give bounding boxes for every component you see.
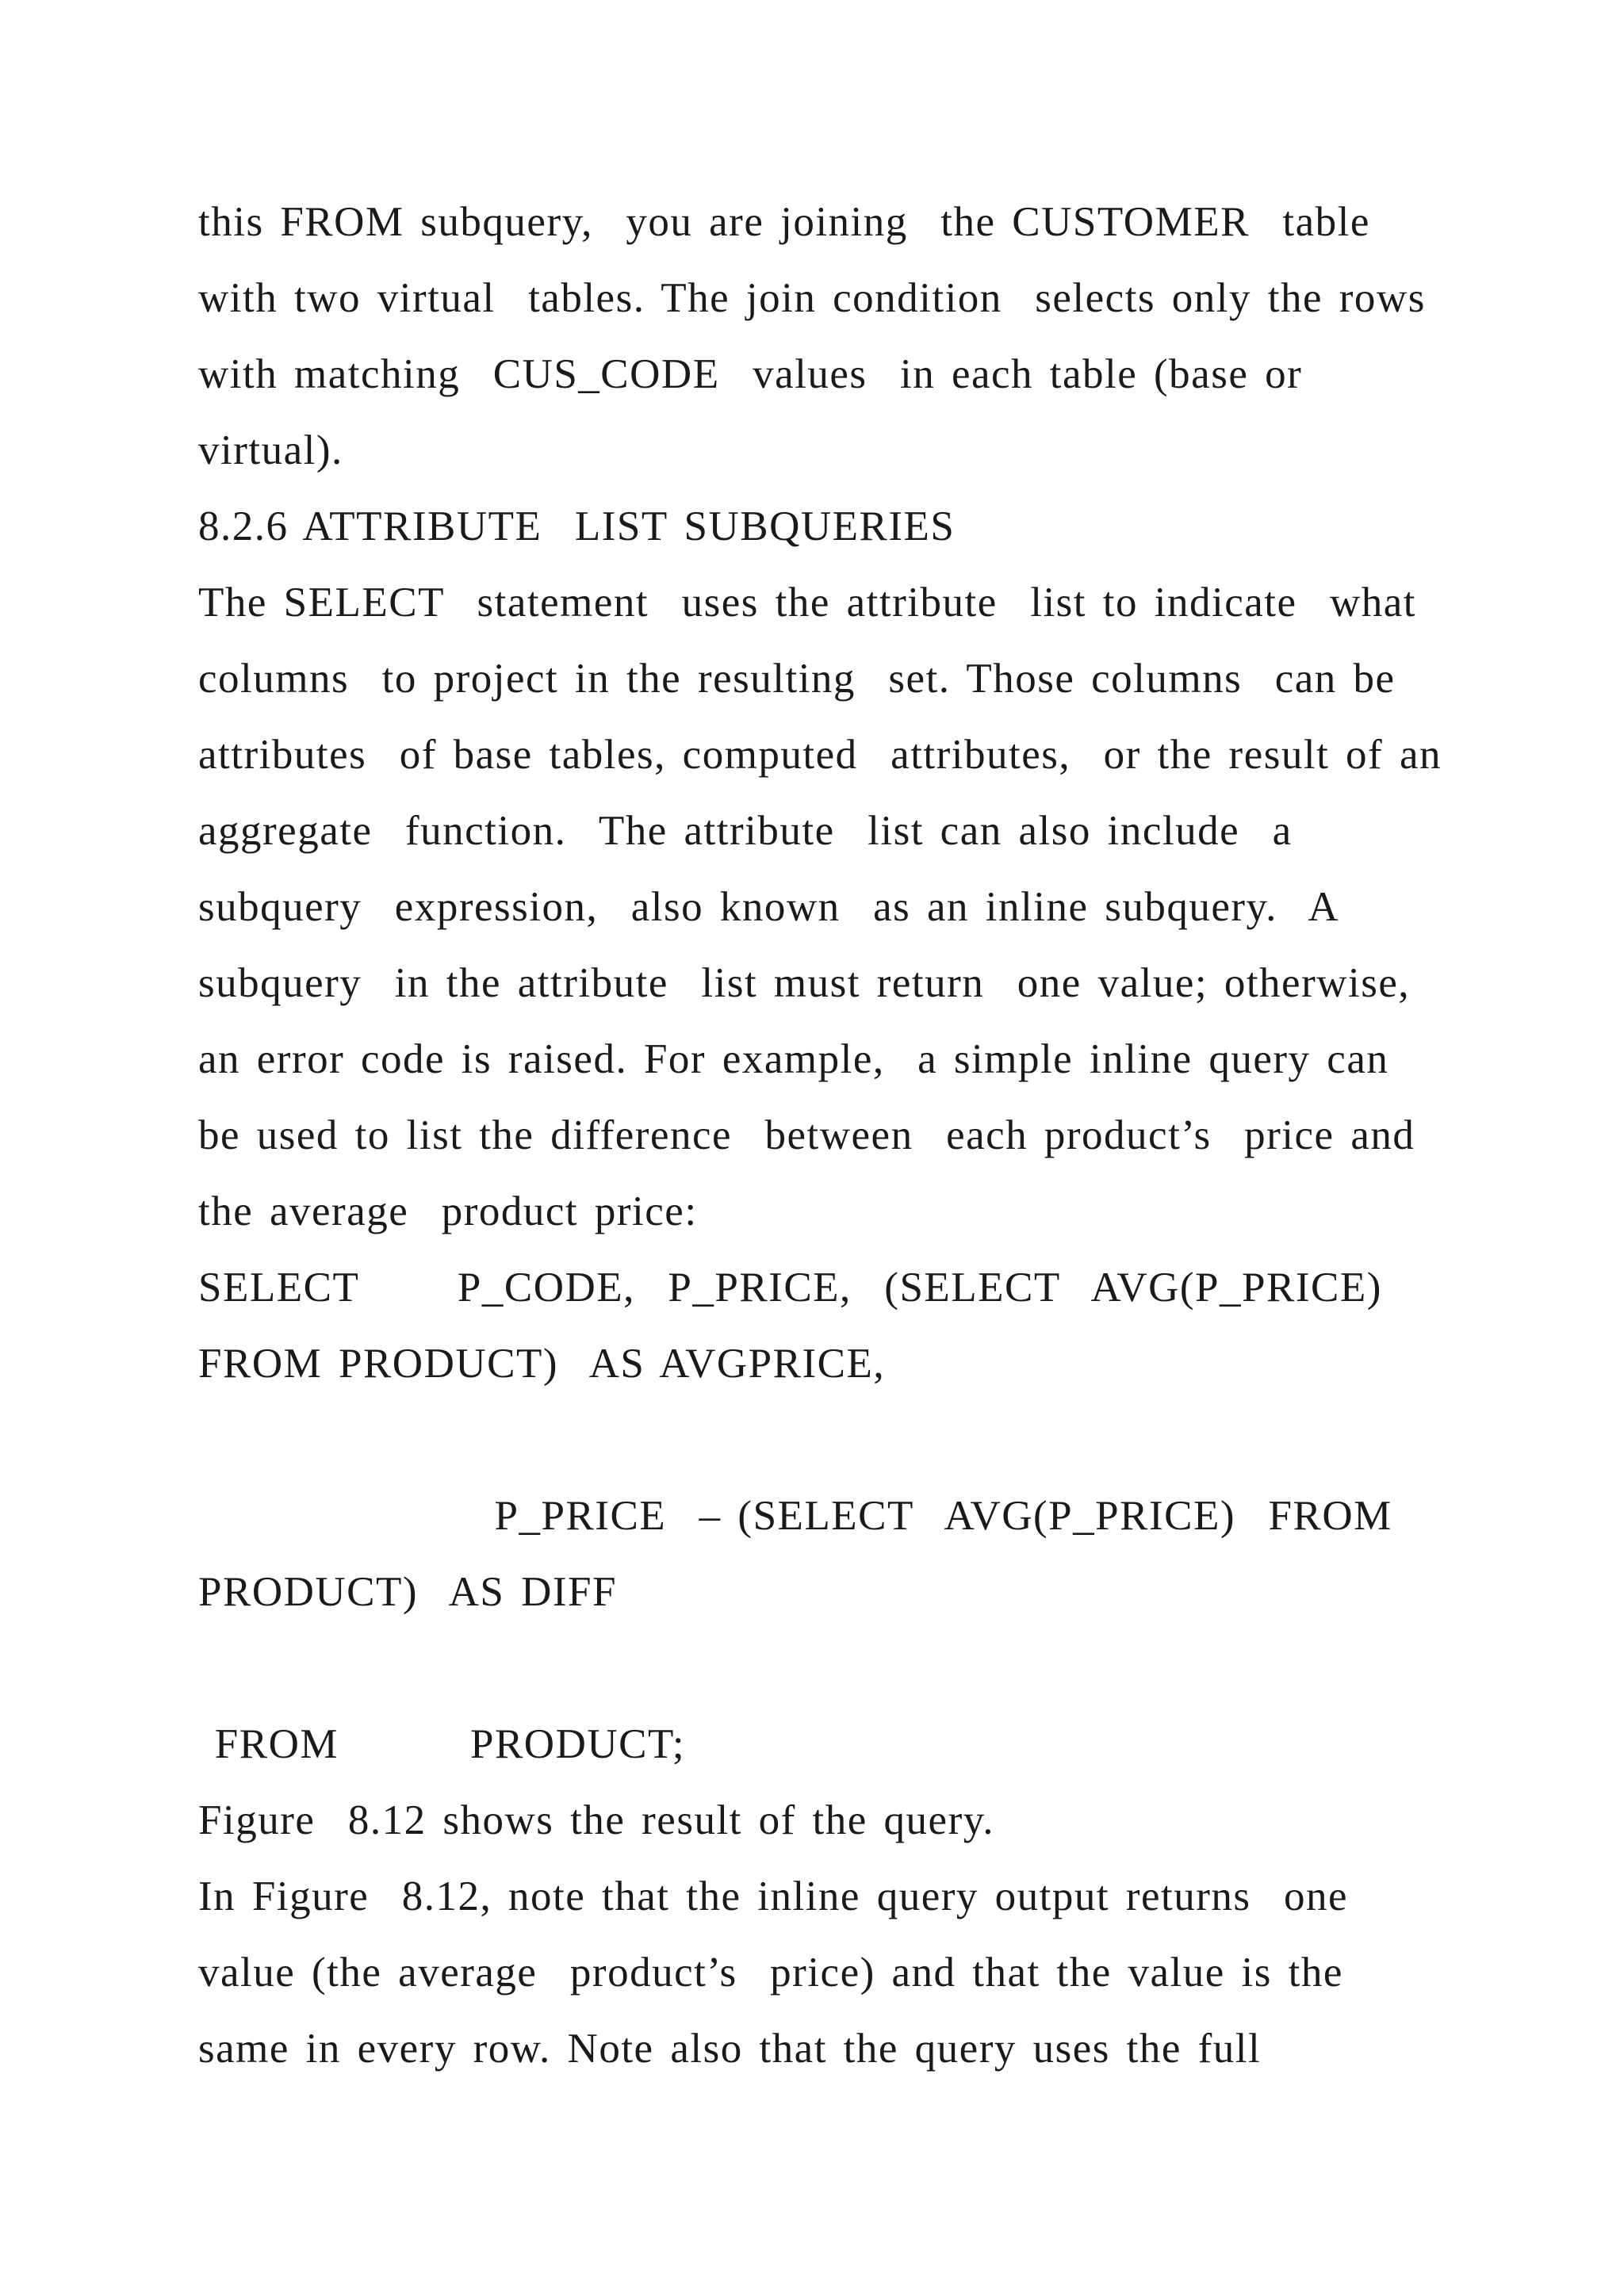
- text-line: subquery in the attribute list must return one value; otherwise,: [198, 960, 1411, 1006]
- text-line: with matching CUS_CODE values in each table (base or: [198, 351, 1303, 397]
- text-line: same in every row. Note also that the query uses the full: [198, 2026, 1262, 2072]
- text-line: virtual).: [198, 427, 343, 473]
- text-line: aggregate function. The attribute list can also include a: [198, 808, 1293, 854]
- section-heading: 8.2.6 ATTRIBUTE LIST SUBQUERIES: [198, 503, 956, 549]
- text-line: columns to project in the resulting set. Those columns can be: [198, 656, 1396, 702]
- text-line: subquery expression, also known as an inline subquery. A: [198, 884, 1340, 930]
- text-line: Figure 8.12 shows the result of the query.: [198, 1797, 995, 1843]
- text-line: this FROM subquery, you are joining the CUSTOMER table: [198, 199, 1370, 245]
- text-line: The SELECT statement uses the attribute list to indicate what: [198, 580, 1417, 626]
- code-line: P_PRICE – (SELECT AVG(P_PRICE) FROM: [198, 1493, 1392, 1539]
- code-line: PRODUCT) AS DIFF: [198, 1569, 617, 1615]
- code-line: FROM PRODUCT) AS AVGPRICE,: [198, 1341, 886, 1387]
- text-line: with two virtual tables. The join condition selects only the rows: [198, 275, 1426, 321]
- text-line: be used to list the difference between each product’s price and: [198, 1112, 1415, 1158]
- text-line: the average product price:: [198, 1188, 698, 1234]
- text-line: attributes of base tables, computed attributes, or the result of an: [198, 732, 1442, 778]
- code-line: FROM PRODUCT;: [198, 1721, 686, 1767]
- text-line: value (the average product’s price) and that the value is the: [198, 1950, 1343, 1996]
- text-line: an error code is raised. For example, a simple inline query can: [198, 1036, 1389, 1082]
- code-line: SELECT P_CODE, P_PRICE, (SELECT AVG(P_PRICE): [198, 1265, 1382, 1311]
- text-line: In Figure 8.12, note that the inline query output returns one: [198, 1873, 1349, 1919]
